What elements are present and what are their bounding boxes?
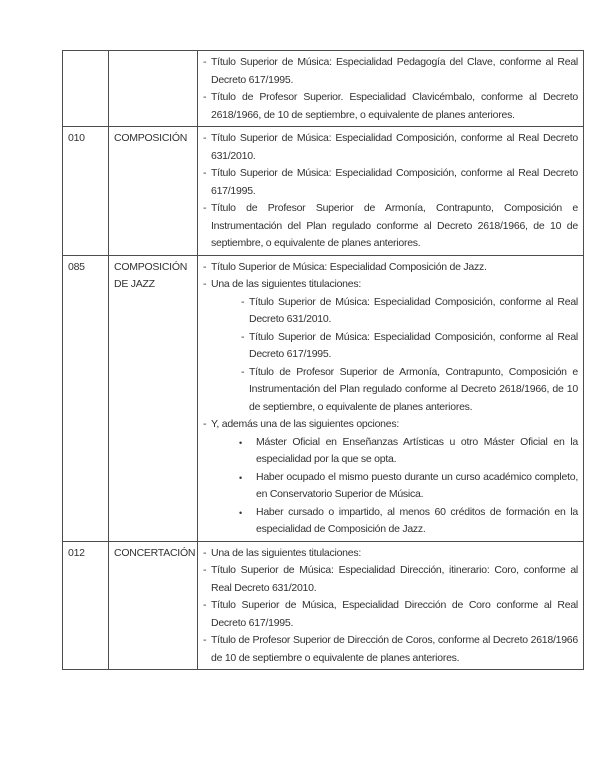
requirement-item	[203, 165, 578, 200]
item-marker: •	[239, 472, 242, 483]
item-marker: -	[203, 91, 207, 103]
requirement-text: Título Superior de Música: Especialidad Composición, conforme al Real Decreto 617/1995.	[249, 330, 578, 360]
requirement-item	[203, 200, 578, 253]
code-cell	[63, 541, 109, 670]
requirement-text: Título de Profesor Superior de Armonía, Contrapunto, Composición e Instrumentación del Plan regulado conforme al Decreto 2618/1966, de 10 de septiembre, o equivalente de planes anteriores.	[249, 365, 578, 413]
item-marker: -	[203, 278, 207, 290]
code-cell	[63, 255, 109, 541]
item-marker: -	[203, 546, 207, 559]
specialty-cell	[109, 51, 198, 127]
requirement-item	[241, 294, 578, 329]
requirement-item	[203, 416, 578, 434]
specialty-cell	[109, 255, 198, 541]
table-row	[63, 255, 584, 541]
specialty-name: COMPOSICIÓN	[114, 132, 188, 144]
requirements-cell	[198, 255, 584, 541]
requirement-item	[203, 89, 578, 124]
specialty-code: 010	[68, 132, 85, 144]
item-marker: -	[241, 295, 245, 308]
requirement-text: Haber ocupado el mismo puesto durante un curso académico completo, en Conservatorio Superior de Música.	[256, 470, 578, 500]
requirement-item	[239, 434, 578, 469]
requirement-item	[203, 259, 578, 277]
item-marker: -	[203, 56, 207, 68]
specialty-name: COMPOSICIÓN DE JAZZ	[114, 260, 188, 290]
item-marker: -	[203, 599, 207, 611]
requirement-item	[203, 276, 578, 294]
item-marker: -	[203, 634, 207, 646]
requirement-text: Título Superior de Música, Especialidad Dirección de Coro conforme al Real Decreto 617/1995.	[211, 599, 578, 629]
requirement-item	[239, 504, 578, 539]
requirement-text: Título de Profesor Superior. Especialidad Clavicémbalo, conforme al Decreto 2618/1966, de 10 de septiembre, o equivalente de planes anteriores.	[211, 91, 578, 121]
code-cell	[63, 51, 109, 127]
item-marker: -	[203, 418, 207, 430]
requirement-text: Título Superior de Música: Especialidad Composición de Jazz.	[211, 260, 487, 273]
requirement-item	[203, 545, 578, 563]
qualifications-table	[62, 50, 584, 670]
requirement-item	[203, 130, 578, 165]
code-cell	[63, 127, 109, 256]
specialty-code: 012	[68, 546, 85, 559]
item-marker: -	[203, 132, 207, 144]
item-marker: -	[203, 564, 207, 576]
requirement-text: Título Superior de Música: Especialidad Composición, conforme al Real Decreto 631/2010.	[211, 132, 578, 162]
requirement-item	[241, 329, 578, 364]
requirements-cell	[198, 51, 584, 127]
item-marker: •	[239, 507, 242, 518]
requirement-item	[239, 469, 578, 504]
specialty-cell	[109, 127, 198, 256]
requirement-text: Máster Oficial en Enseñanzas Artísticas u otro Máster Oficial en la especialidad por la que se opta.	[256, 435, 578, 465]
requirement-item	[203, 632, 578, 667]
requirement-text: Título de Profesor Superior de Dirección de Coros, conforme al Decreto 2618/1966 de 10 de septiembre o equivalente de planes anteriores.	[211, 634, 578, 664]
item-marker: -	[241, 365, 245, 378]
requirement-text: Haber cursado o impartido, al menos 60 créditos de formación en la especialidad de Composición de Jazz.	[256, 505, 578, 535]
specialty-cell	[109, 541, 198, 670]
requirement-text: Título Superior de Música: Especialidad Composición, conforme al Real Decreto 631/2010.	[249, 295, 578, 325]
table-row	[63, 127, 584, 256]
item-marker: -	[203, 167, 207, 179]
requirement-text: Título Superior de Música: Especialidad Dirección, itinerario: Coro, conforme al Real Decreto 631/2010.	[211, 564, 578, 594]
requirements-cell	[198, 127, 584, 256]
requirement-text: Y, además una de las siguientes opciones:	[211, 418, 400, 430]
item-marker: •	[239, 437, 242, 448]
requirement-text: Título Superior de Música: Especialidad Composición, conforme al Real Decreto 617/1995.	[211, 167, 578, 197]
table-row	[63, 51, 584, 127]
specialty-name: CONCERTACIÓN	[114, 546, 196, 559]
item-marker: -	[241, 330, 245, 343]
requirement-item	[241, 364, 578, 417]
requirement-text: Una de las siguientes titulaciones:	[211, 278, 362, 290]
specialty-code: 085	[68, 260, 85, 273]
item-marker: -	[203, 260, 207, 273]
requirement-text: Una de las siguientes titulaciones:	[211, 546, 362, 559]
requirement-item	[203, 54, 578, 89]
requirement-text: Título de Profesor Superior de Armonía, Contrapunto, Composición e Instrumentación del Plan regulado conforme al Decreto 2618/1966, de 10 de septiembre, o equivalente de planes anteriores.	[211, 202, 578, 249]
item-marker: -	[203, 202, 207, 214]
requirements-cell	[198, 541, 584, 670]
table-row	[63, 541, 584, 670]
requirement-text: Título Superior de Música: Especialidad Pedagogía del Clave, conforme al Real Decreto 617/1995.	[211, 56, 578, 86]
requirement-item	[203, 562, 578, 597]
requirement-item	[203, 597, 578, 632]
